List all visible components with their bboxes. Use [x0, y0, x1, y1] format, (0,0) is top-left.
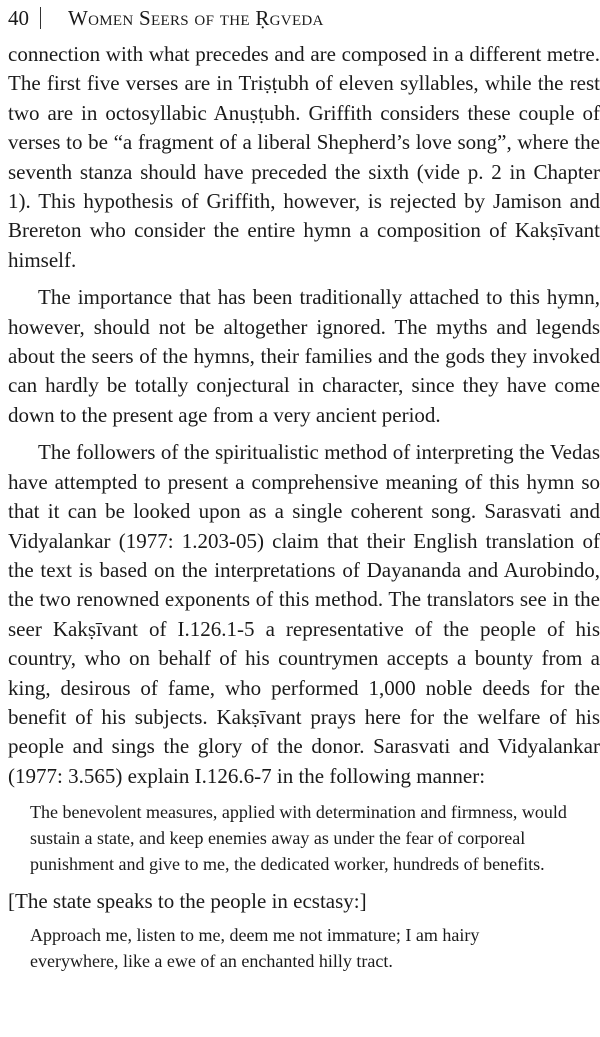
running-title: Women Seers of the Ṛgveda	[68, 6, 324, 30]
paragraph-continued: connection with what precedes and are composed in a different metre. The first five verses are in Triṣṭubh of eleven syllables, while the rest two are in octosyllabic Anuṣṭubh. Griffith considers these couple of verses to be “a fragment of a liberal Shepherd’s love song”, where the seventh stanza should have preceded the sixth (vide p. 2 in Chapter 1). This hypothesis of Griffith, however, is rejected by Jamison and Brereton who consider the entire hymn a composition of Kakṣīvant himself.	[8, 42, 600, 272]
page-header	[8, 4, 588, 32]
body-text	[8, 40, 600, 974]
page-number: 40	[8, 6, 29, 30]
paragraph-importance: The importance that has been traditionally attached to this hymn, however, should not be altogether ignored. The myths and legends about the seers of the hymns, their families and the gods they invoked can hardly be totally conjectural in character, since they have come down to the present age from a very ancient period.	[8, 285, 600, 427]
block-quote-benevolent: The benevolent measures, applied with determination and firmness, would sustain a state, and keep enemies away as under the fear of corporeal punishment and give to me, the dedicated worker, hundreds of benefits.	[30, 802, 567, 875]
paragraph-spiritualistic: The followers of the spiritualistic method of interpreting the Vedas have attempted to present a comprehensive meaning of this hymn so that it can be looked upon as a single coherent song. Sarasvati and Vidyalankar (1977: 1.203-05) claim that their English translation of the text is based on the interpretations of Dayananda and Aurobindo, the two renowned exponents of this method. The translators see in the seer Kakṣīvant of I.126.1-5 a representative of the people of his country, who on behalf of his countrymen accepts a bounty from a king, desirous of fame, who performed 1,000 noble deeds for the benefit of his subjects. Kakṣīvant prays here for the welfare of his people and sings the glory of the donor. Sarasvati and Vidyalankar (1977: 3.565) explain I.126.6-7 in the following manner:	[8, 440, 600, 788]
block-quote-approach: Approach me, listen to me, deem me not immature; I am hairy everywhere, like a ewe of an enchanted hilly tract.	[30, 925, 480, 972]
header-divider	[40, 7, 41, 29]
bracketed-note: [The state speaks to the people in ecstasy:]	[8, 889, 367, 914]
